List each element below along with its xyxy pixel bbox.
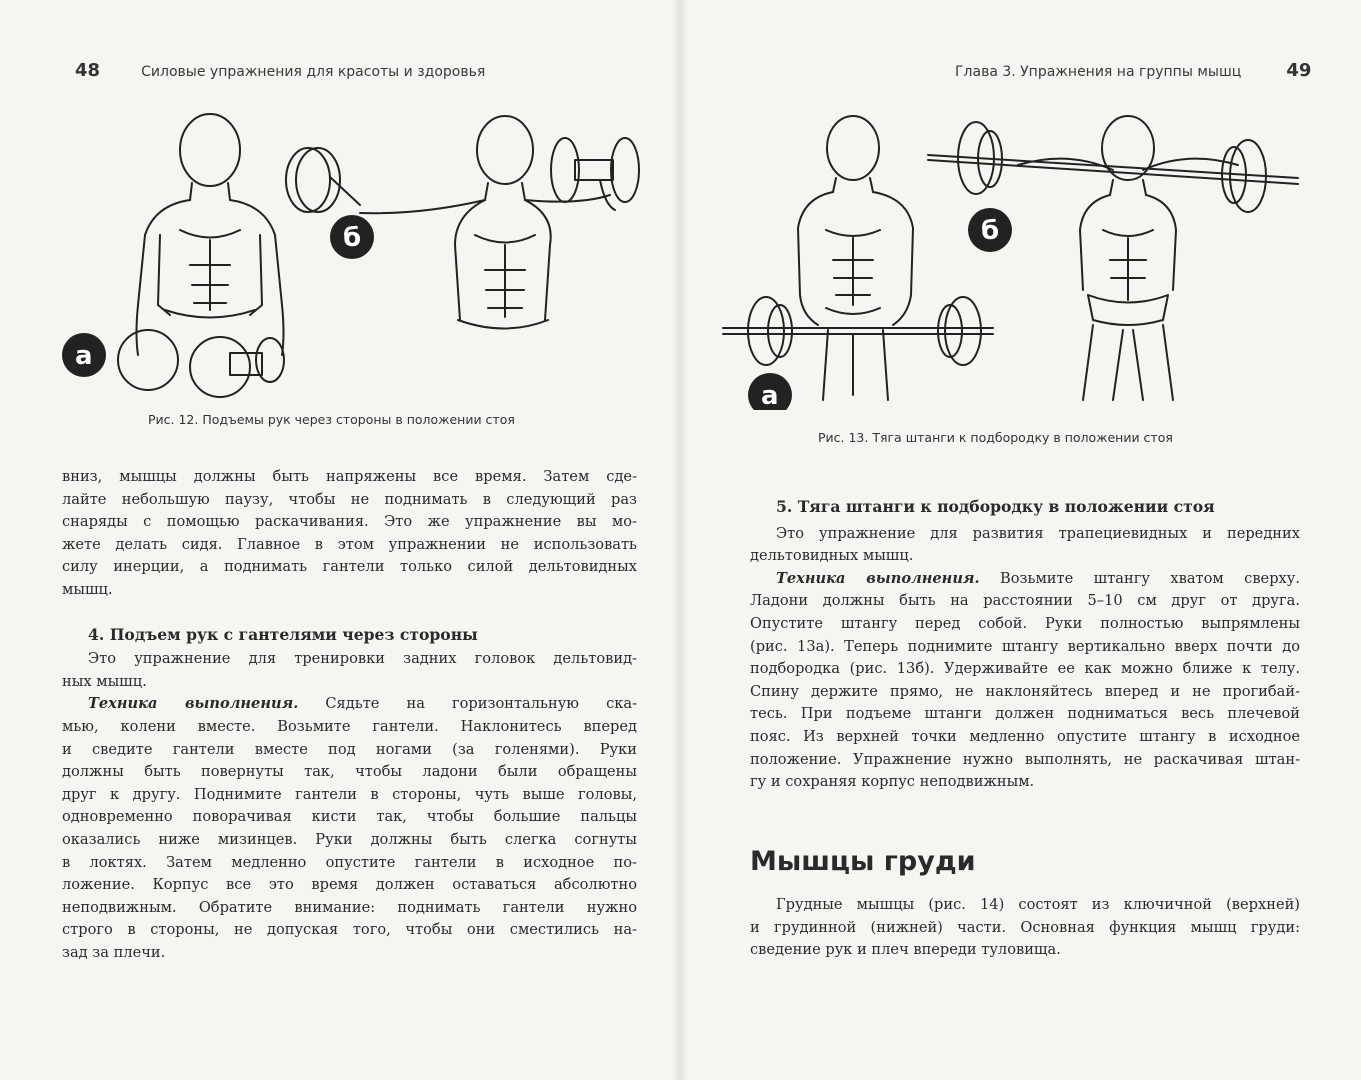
technique-label: Техника выполнения.: [88, 695, 299, 713]
exercise-4-technique-line: зад за плечи.: [62, 943, 166, 961]
exercise-4-technique-line: должны быть повернуты так, чтобы ладони были обращены: [62, 763, 637, 781]
left-page: [0, 0, 680, 1080]
continuation-line: лайте небольшую паузу, чтобы не поднимать в следующий раз: [62, 490, 637, 508]
right-page-number: 49: [1286, 60, 1312, 81]
exercise-4-technique-line: мью, колени вместе. Возьмите гантели. Наклонитесь вперед: [62, 717, 637, 735]
exercise-5-technique-line: пояс. Из верхней точки медленно опустите штангу в исходное: [750, 727, 1300, 745]
section-body: [750, 894, 1300, 962]
figure-12-caption: Рис. 12. Подъемы рук через стороны в положении стоя: [148, 412, 515, 427]
exercise-4-technique-line: [62, 693, 637, 716]
exercise-4-intro-line: ных мышц.: [62, 672, 147, 690]
exercise-4-technique-line: оказались ниже мизинцев. Руки должны быть слегка согнуты: [62, 830, 637, 848]
figure-13-label-a: а: [761, 381, 779, 410]
technique-text: Сядьте на горизонтальную ска-: [298, 695, 638, 713]
figure-13: [718, 110, 1308, 410]
exercise-5-technique-line: подбородка (рис. 13б). Удерживайте ее как можно ближе к телу.: [750, 660, 1300, 678]
figure-12-label-b: б: [343, 223, 362, 253]
figure-12: [60, 105, 660, 405]
exercise-4-heading: 4. Подъем рук с гантелями через стороны: [88, 624, 478, 644]
exercise-5-technique-line: [750, 568, 1300, 591]
continuation-line: мышц.: [62, 580, 113, 598]
section-title: Мышцы груди: [750, 846, 976, 877]
exercise-4-intro-line: Это упражнение для тренировки задних головок дельтовид-: [88, 650, 637, 668]
exercise-4-technique-line: ложение. Корпус все это время должен оставаться абсолютно: [62, 876, 637, 894]
exercise-5-technique-line: Спину держите прямо, не наклоняйтесь вперед и не прогибай-: [750, 682, 1300, 700]
exercise-5-technique-line: положение. Упражнение нужно выполнять, не раскачивая штан-: [750, 750, 1300, 768]
figure-13-caption: Рис. 13. Тяга штанги к подбородку в положении стоя: [818, 430, 1173, 445]
exercise-5-technique-line: Опустите штангу перед собой. Руки полностью выпрямлены: [750, 614, 1300, 632]
right-running-head: [955, 60, 1311, 81]
exercise-5-technique-line: (рис. 13а). Теперь поднимите штангу вертикально вверх почти до: [750, 637, 1300, 655]
right-body: [750, 496, 1300, 794]
exercise-4-technique-line: неподвижным. Обратите внимание: поднимать гантели нужно: [62, 898, 637, 916]
exercise-5-intro-line: Это упражнение для развития трапециевидных и передних: [776, 524, 1300, 542]
figure-12-label-a: а: [75, 341, 93, 371]
right-page: [680, 0, 1361, 1080]
exercise-4-technique-line: друг к другу. Поднимите гантели в стороны, чуть выше головы,: [62, 785, 637, 803]
exercise-5-technique-line: тесь. При подъеме штанги должен подниматься весь плечевой: [750, 705, 1300, 723]
left-page-number: 48: [75, 60, 101, 81]
figure-13-label-b: б: [981, 216, 1000, 246]
continuation-line: силу инерции, а поднимать гантели только силой дельтовидных: [62, 558, 637, 576]
continuation-line: снаряды с помощью раскачивания. Это же упражнение вы мо-: [62, 513, 637, 531]
section-body-line: Грудные мышцы (рис. 14) состоят из ключичной (верхней): [776, 896, 1300, 913]
technique-text: Возьмите штангу хватом сверху.: [979, 569, 1300, 587]
exercise-4-technique-line: одновременно поворачивая кисти так, чтобы большие пальцы: [62, 808, 637, 826]
left-running-head: [75, 60, 485, 81]
exercise-5-intro-line: дельтовидных мышц.: [750, 547, 914, 565]
exercise-4-technique-line: в локтях. Затем медленно опустите гантели в исходное по-: [62, 853, 637, 871]
continuation-line: вниз, мышцы должны быть напряжены все время. Затем сде-: [62, 468, 637, 485]
exercise-5-technique-line: Ладони должны быть на расстоянии 5–10 см друг от друга.: [750, 592, 1300, 610]
section-body-line: и грудинной (нижней) части. Основная функция мышц груди:: [750, 918, 1300, 936]
exercise-4-technique-line: и сведите гантели вместе под ногами (за голенями). Руки: [62, 740, 637, 758]
exercise-4-technique-line: строго в стороны, не допуская того, чтобы они сместились на-: [62, 921, 637, 939]
technique-label: Техника выполнения.: [776, 569, 980, 587]
left-running-title: Силовые упражнения для красоты и здоровья: [141, 64, 486, 80]
left-body: [62, 466, 637, 964]
figure-12-illustration: [60, 105, 660, 405]
continuation-line: жете делать сидя. Главное в этом упражнении не использовать: [62, 535, 637, 553]
exercise-5-technique-line: гу и сохраняя корпус неподвижным.: [750, 773, 1035, 791]
section-body-line: сведение рук и плеч впереди туловища.: [750, 941, 1061, 959]
figure-13-illustration: [718, 110, 1308, 410]
exercise-5-heading: 5. Тяга штанги к подбородку в положении стоя: [776, 497, 1215, 516]
right-running-title: Глава 3. Упражнения на группы мышц: [955, 64, 1242, 80]
